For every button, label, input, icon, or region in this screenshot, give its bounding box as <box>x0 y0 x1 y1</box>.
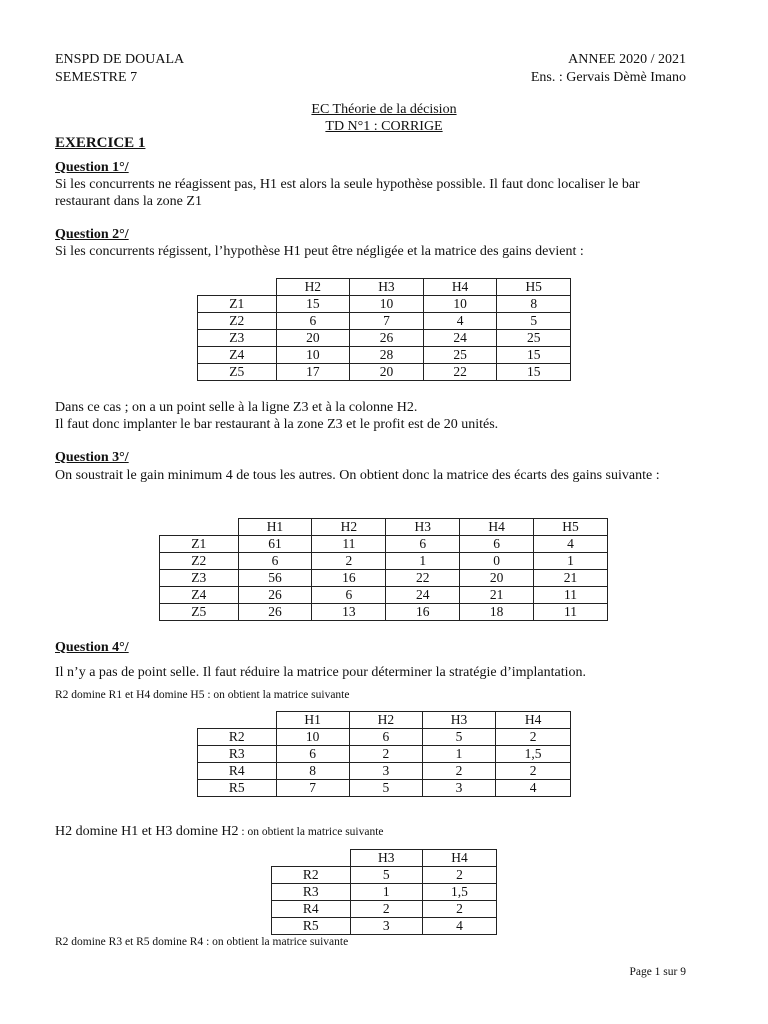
table-row <box>198 330 571 347</box>
table-cell: 8 <box>276 763 349 780</box>
row-header: Z1 <box>160 536 239 553</box>
column-header: H2 <box>349 712 422 729</box>
question-1-title: Question 1°/ <box>55 160 129 175</box>
school-name: ENSPD DE DOUALA <box>55 52 185 67</box>
row-header: R3 <box>198 746 277 763</box>
table-row <box>160 587 608 604</box>
table-cell: 28 <box>350 347 424 364</box>
table-cell: 7 <box>350 313 424 330</box>
question-1-line-2: restaurant dans la zone Z1 <box>55 194 202 209</box>
table-cell: 24 <box>423 330 497 347</box>
reduction-note-2 <box>55 824 384 840</box>
table-row <box>198 780 571 797</box>
table-cell: 4 <box>496 780 571 797</box>
table-cell: 1 <box>534 553 608 570</box>
table-corner <box>198 279 277 296</box>
question-2-title: Question 2°/ <box>55 227 129 242</box>
table-row <box>198 347 571 364</box>
row-header: Z4 <box>198 347 277 364</box>
regret-matrix-table <box>159 518 608 621</box>
column-header: H1 <box>276 712 349 729</box>
row-header: Z1 <box>198 296 277 313</box>
row-header: R2 <box>198 729 277 746</box>
row-header: R4 <box>198 763 277 780</box>
table-header-row <box>160 519 608 536</box>
gains-matrix-table <box>197 278 571 381</box>
table-cell: 26 <box>238 604 312 621</box>
table-cell: 15 <box>497 347 571 364</box>
table-cell: 4 <box>423 313 497 330</box>
table-cell: 16 <box>312 570 386 587</box>
table-cell: 6 <box>238 553 312 570</box>
table-cell: 18 <box>460 604 534 621</box>
table-cell: 20 <box>460 570 534 587</box>
saddle-point-text: Dans ce cas ; on a un point selle à la ligne Z3 et à la colonne H2. <box>55 400 418 415</box>
table-cell: 6 <box>276 746 349 763</box>
table-row <box>160 536 608 553</box>
table-cell: 20 <box>350 364 424 381</box>
table-cell: 6 <box>386 536 460 553</box>
table-header-row <box>272 850 497 867</box>
table-row <box>198 729 571 746</box>
row-header: Z3 <box>198 330 277 347</box>
column-header: H5 <box>497 279 571 296</box>
semester: SEMESTRE 7 <box>55 70 138 85</box>
table-cell: 1,5 <box>496 746 571 763</box>
table-cell: 3 <box>350 918 422 935</box>
table-cell: 2 <box>496 763 571 780</box>
row-header: R5 <box>198 780 277 797</box>
table-cell: 25 <box>423 347 497 364</box>
table-cell: 4 <box>422 918 496 935</box>
column-header: H4 <box>496 712 571 729</box>
row-header: R4 <box>272 901 351 918</box>
table-cell: 11 <box>534 604 608 621</box>
page-number: Page 1 sur 9 <box>629 966 686 978</box>
column-header: H2 <box>312 519 386 536</box>
row-header: R3 <box>272 884 351 901</box>
table-cell: 2 <box>422 901 496 918</box>
reduction-note-2-main: H2 domine H1 et H3 domine H2 <box>55 824 239 839</box>
table-cell: 5 <box>497 313 571 330</box>
column-header: H5 <box>534 519 608 536</box>
column-header: H1 <box>238 519 312 536</box>
table-cell: 15 <box>497 364 571 381</box>
table-cell: 11 <box>312 536 386 553</box>
table-header-row <box>198 279 571 296</box>
table-row <box>272 867 497 884</box>
table-cell: 2 <box>350 901 422 918</box>
table-row <box>272 884 497 901</box>
row-header: R5 <box>272 918 351 935</box>
row-header: Z2 <box>198 313 277 330</box>
table-cell: 26 <box>238 587 312 604</box>
table-row <box>198 364 571 381</box>
question-1-line-1: Si les concurrents ne réagissent pas, H1 est alors la seule hypothèse possible. Il faut donc localiser le bar <box>55 177 640 192</box>
table-cell: 21 <box>534 570 608 587</box>
table-cell: 1 <box>350 884 422 901</box>
row-header: R2 <box>272 867 351 884</box>
table-row <box>272 918 497 935</box>
row-header: Z5 <box>198 364 277 381</box>
course-title: EC Théorie de la décision <box>311 102 457 117</box>
table-cell: 2 <box>422 867 496 884</box>
decision-text: Il faut donc implanter le bar restaurant à la zone Z3 et le profit est de 20 unités. <box>55 417 499 432</box>
table-cell: 10 <box>276 729 349 746</box>
table-cell: 10 <box>276 347 350 364</box>
table-cell: 56 <box>238 570 312 587</box>
table-cell: 1 <box>422 746 495 763</box>
table-cell: 24 <box>386 587 460 604</box>
row-header: Z4 <box>160 587 239 604</box>
table-cell: 7 <box>276 780 349 797</box>
exercise-title: EXERCICE 1 <box>55 135 146 151</box>
table-cell: 11 <box>534 587 608 604</box>
table-row <box>160 553 608 570</box>
table-cell: 6 <box>460 536 534 553</box>
table-corner <box>198 712 277 729</box>
table-row <box>272 901 497 918</box>
table-row <box>198 746 571 763</box>
table-cell: 2 <box>496 729 571 746</box>
academic-year: ANNEE 2020 / 2021 <box>568 52 686 67</box>
table-cell: 8 <box>497 296 571 313</box>
table-cell: 2 <box>349 746 422 763</box>
table-corner <box>160 519 239 536</box>
table-cell: 0 <box>460 553 534 570</box>
table-cell: 13 <box>312 604 386 621</box>
table-cell: 6 <box>349 729 422 746</box>
table-row <box>198 763 571 780</box>
column-header: H3 <box>350 279 424 296</box>
table-cell: 2 <box>312 553 386 570</box>
table-cell: 17 <box>276 364 350 381</box>
table-row <box>160 604 608 621</box>
table-cell: 22 <box>386 570 460 587</box>
table-cell: 22 <box>423 364 497 381</box>
reduced-matrix-2-table <box>271 849 497 935</box>
question-4-text: Il n’y a pas de point selle. Il faut réduire la matrice pour déterminer la stratégie d’implantation. <box>55 665 587 680</box>
td-title: TD N°1 : CORRIGE <box>325 119 443 134</box>
table-cell: 3 <box>349 763 422 780</box>
table-cell: 5 <box>350 867 422 884</box>
table-cell: 1 <box>386 553 460 570</box>
table-cell: 4 <box>534 536 608 553</box>
table-cell: 2 <box>422 763 495 780</box>
table-corner <box>272 850 351 867</box>
teacher-name: Ens. : Gervais Dèmè Imano <box>530 70 686 85</box>
table-cell: 16 <box>386 604 460 621</box>
column-header: H4 <box>423 279 497 296</box>
column-header: H4 <box>460 519 534 536</box>
question-2-text: Si les concurrents régissent, l’hypothèse H1 peut être négligée et la matrice des gains devient : <box>55 244 584 259</box>
table-header-row <box>198 712 571 729</box>
question-3-text: On soustrait le gain minimum 4 de tous les autres. On obtient donc la matrice des écarts des gains suivante : <box>55 468 660 483</box>
table-cell: 3 <box>422 780 495 797</box>
question-3-title: Question 3°/ <box>55 450 129 465</box>
row-header: Z2 <box>160 553 239 570</box>
table-cell: 61 <box>238 536 312 553</box>
table-row <box>198 296 571 313</box>
reduction-note-2-tail: : on obtient la matrice suivante <box>238 826 384 838</box>
table-cell: 1,5 <box>422 884 496 901</box>
reduced-matrix-1-table <box>197 711 571 797</box>
column-header: H3 <box>422 712 495 729</box>
table-cell: 10 <box>350 296 424 313</box>
column-header: H3 <box>386 519 460 536</box>
column-header: H3 <box>350 850 422 867</box>
column-header: H4 <box>422 850 496 867</box>
reduction-note-1: R2 domine R1 et H4 domine H5 : on obtient la matrice suivante <box>55 689 350 701</box>
table-cell: 25 <box>497 330 571 347</box>
table-cell: 5 <box>349 780 422 797</box>
row-header: Z3 <box>160 570 239 587</box>
column-header: H2 <box>276 279 350 296</box>
reduction-note-3: R2 domine R3 et R5 domine R4 : on obtient la matrice suivante <box>55 936 349 948</box>
question-4-title: Question 4°/ <box>55 640 129 655</box>
table-cell: 20 <box>276 330 350 347</box>
table-row <box>198 313 571 330</box>
table-row <box>160 570 608 587</box>
table-cell: 10 <box>423 296 497 313</box>
table-cell: 21 <box>460 587 534 604</box>
row-header: Z5 <box>160 604 239 621</box>
table-cell: 26 <box>350 330 424 347</box>
table-cell: 6 <box>276 313 350 330</box>
table-cell: 15 <box>276 296 350 313</box>
table-cell: 6 <box>312 587 386 604</box>
table-cell: 5 <box>422 729 495 746</box>
